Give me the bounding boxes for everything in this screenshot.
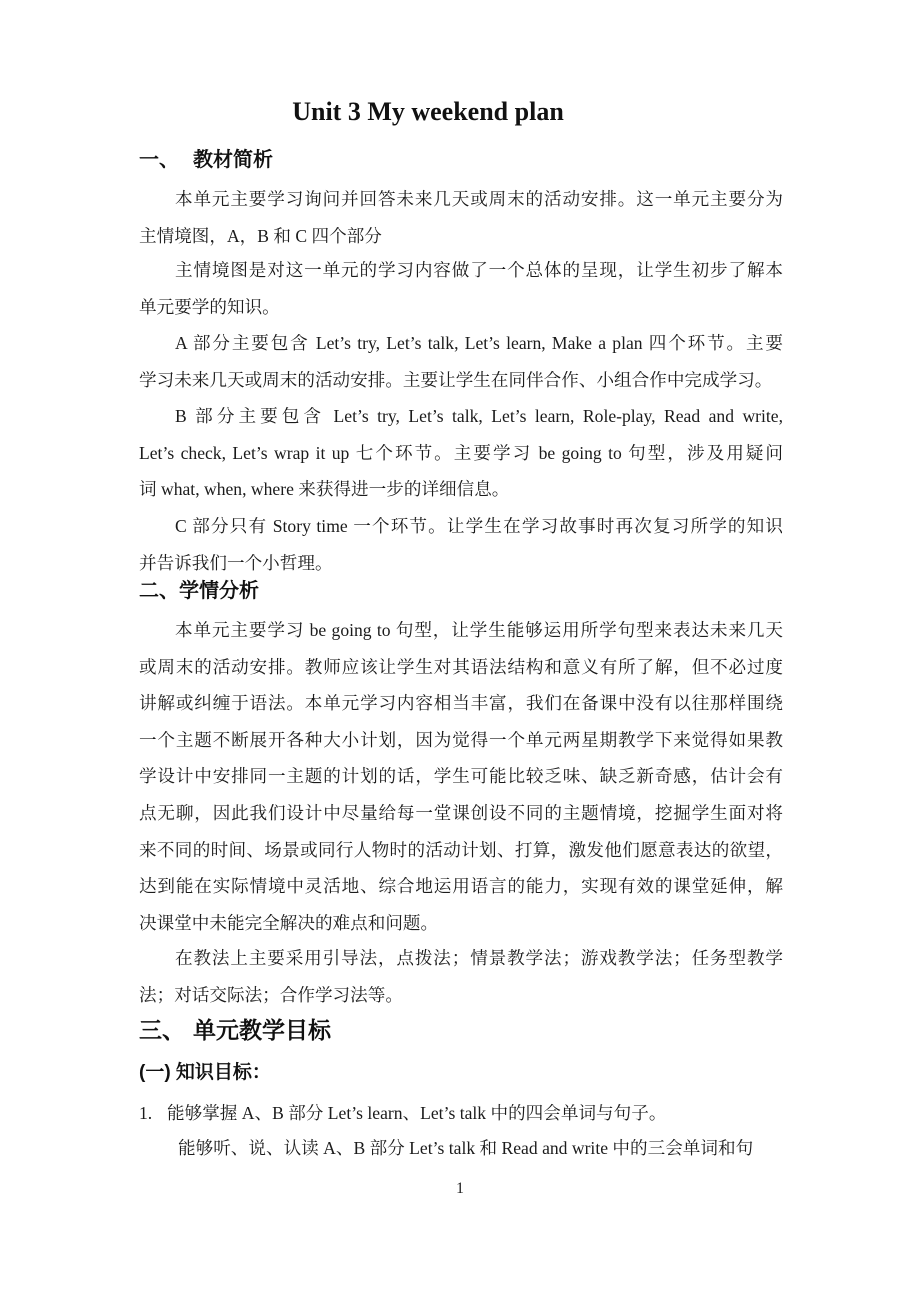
heading-knowledge-goals <box>139 1060 783 1086</box>
paragraph-3 <box>139 325 783 398</box>
list-item-1-continuation <box>139 1130 822 1167</box>
text-line: 讲解或纠缠于语法。本单元学习内容相当丰富，我们在备课中没有以往那样围绕 <box>139 693 783 714</box>
heading-section-3-number: 三、 <box>139 1017 185 1043</box>
paragraph-6 <box>139 612 783 941</box>
text-line: 本单元主要学习 be going to 句型，让学生能够运用所学句型来表达未来几天 <box>175 620 783 640</box>
paragraph-5 <box>139 508 783 581</box>
paragraph-4 <box>139 398 783 508</box>
document-title: Unit 3 My weekend plan <box>292 97 564 126</box>
heading-section-3-text: 单元教学目标 <box>193 1017 331 1043</box>
list-item-1-continuation-text: 能够听、说、认读 A、B 部分 Let’s talk 和 Read and write 中的三会单词和句 <box>178 1138 754 1158</box>
text-line: 并告诉我们一个小哲理。 <box>139 552 333 573</box>
text-line: 学习未来几天或周末的活动安排。主要让学生在同伴合作、小组合作中完成学习。 <box>139 369 773 390</box>
text-line: 来不同的时间、场景或同行人物时的活动计划、打算，激发他们愿意表达的欲望， <box>139 839 783 860</box>
text-line: B 部分主要包含 Let’s try, Let’s talk, Let’s learn, Role-play, Read and write, <box>175 406 783 426</box>
text-line: 决课堂中未能完全解决的难点和问题。 <box>139 912 439 933</box>
paragraph-1 <box>139 181 783 254</box>
list-item-1-text: 能够掌握 A、B 部分 Let’s learn、Let’s talk 中的四会单词与句子。 <box>167 1103 667 1123</box>
text-line: 学设计中安排同一主题的计划的话，学生可能比较乏味、缺乏新奇感，估计会有 <box>139 766 783 787</box>
heading-knowledge-goals-text: (一) 知识目标： <box>139 1062 271 1083</box>
text-line: 在教法上主要采用引导法，点拨法；情景教学法；游戏教学法；任务型教学 <box>175 948 783 968</box>
heading-section-2-text: 二、学情分析 <box>139 580 259 602</box>
text-line: 单元要学的知识。 <box>139 296 280 317</box>
paragraph-7 <box>139 940 783 1013</box>
paragraph-2 <box>139 252 783 325</box>
text-line: Let’s check, Let’s wrap it up 七个环节。主要学习 be going to 句型，涉及用疑问 <box>139 442 783 463</box>
heading-section-3 <box>139 1015 783 1045</box>
list-item-1-marker: 1. <box>139 1103 153 1123</box>
text-line: 主情境图，A，B 和 C 四个部分 <box>139 225 382 246</box>
text-line: C 部分只有 Story time 一个环节。让学生在学习故事时再次复习所学的知识 <box>175 516 783 536</box>
text-line: 本单元主要学习询问并回答未来几天或周末的活动安排。这一单元主要分为 <box>175 189 783 209</box>
heading-section-1-number: 一、 <box>139 149 179 171</box>
page-number: 1 <box>456 1180 464 1197</box>
list-item-1 <box>139 1095 783 1132</box>
heading-section-1 <box>139 146 783 174</box>
heading-section-1-text: 教材简析 <box>193 149 273 171</box>
text-line: 主情境图是对这一单元的学习内容做了一个总体的呈现，让学生初步了解本 <box>175 260 783 280</box>
text-line: A 部分主要包含 Let’s try, Let’s talk, Let’s learn, Make a plan 四个环节。主要 <box>175 333 783 353</box>
text-line: 达到能在实际情境中灵活地、综合地运用语言的能力，实现有效的课堂延伸，解 <box>139 876 783 897</box>
text-line: 一个主题不断展开各种大小计划，因为觉得一个单元两星期教学下来觉得如果教 <box>139 729 783 750</box>
text-line: 或周末的活动安排。教师应该让学生对其语法结构和意义有所了解，但不必过度 <box>139 656 783 677</box>
text-line: 法；对话交际法；合作学习法等。 <box>139 984 403 1005</box>
text-line: 点无聊，因此我们设计中尽量给每一堂课创设不同的主题情境，挖掘学生面对将 <box>139 802 783 823</box>
heading-section-2 <box>139 577 783 605</box>
text-line: 词 what, when, where 来获得进一步的详细信息。 <box>139 479 510 500</box>
